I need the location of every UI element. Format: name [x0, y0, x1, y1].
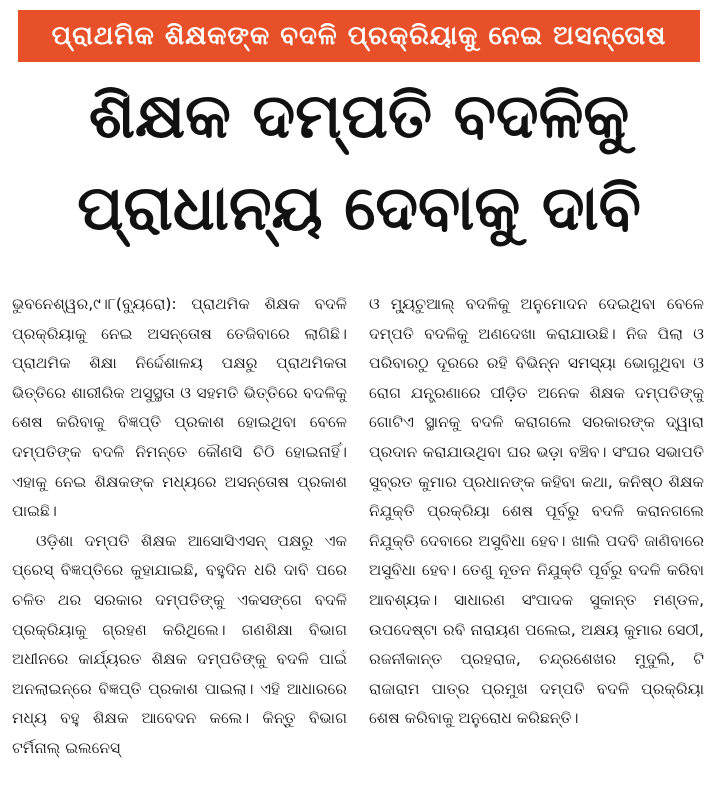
column-right [369, 290, 704, 796]
kicker-banner: ପ୍ରାଥମିକ ଶିକ୍ଷକଙ୍କ ବଦଳି ପ୍ରକ୍ରିୟାକୁ ନେଇ ଅସନ୍ତୋଷ [18, 10, 700, 62]
paragraph-2: ଓଡ଼ିଶା ଦମ୍ପତି ଶିକ୍ଷକ ଆସୋସିଏସନ୍ ପକ୍ଷରୁ ଏକ ପ୍ରେସ୍ ବିଜ୍ଞପ୍ତିରେ କୁହାଯାଇଛି, ବହୁଦିନ ଧରି ଦାବି ପରେ ଚଳିତ ଥର ସରକାର ଦମ୍ପତିଙ୍କୁ ଏକସଙ୍ଗେ ବଦଳି ପ୍ରକ୍ରିୟାକୁ ଗ୍ରହଣ କରିଥିଲେ। ଗଣଶିକ୍ଷା ବିଭାଗ ଅଧୀନରେ କାର୍ଯ୍ୟରତ ଶିକ୍ଷକ ଦମ୍ପତିଙ୍କୁ ବଦଳି ପାଇଁ ଅନଲାଇନ୍‌ରେ ବିଜ୍ଞପ୍ତି ପ୍ରକାଶ ପାଇଲା। ଏହି ଆଧାରରେ ମଧ୍ୟ ବହୁ ଶିକ୍ଷକ ଆବେଦନ କଲେ। କିନ୍ତୁ ବିଭାଗ ଟର୍ମିନାଲ୍ ଇଲନେସ୍ [12, 531, 347, 757]
headline-line-2: ପ୍ରାଧାନ୍ୟ ଦେବାକୁ ଦାବି [77, 171, 641, 244]
column-left [12, 290, 347, 796]
article-body [12, 290, 704, 796]
paragraph-1: ଭୁବନେଶ୍ୱର,୯।୮(ବ୍ୟୁରୋ): ପ୍ରାଥମିକ ଶିକ୍ଷକ ବଦଳି ପ୍ରକ୍ରିୟାକୁ ନେଇ ଅସନ୍ତୋଷ ତେଜିବାରେ ଲାଗିଛି। ପ୍ରାଥମିକ ଶିକ୍ଷା ନିର୍ଦ୍ଦେଶାଳୟ ପକ୍ଷରୁ ପ୍ରାଥମିକତା ଭିତ୍ତିରେ ଶାରୀରିକ ଅସୁସ୍ଥତା ଓ ସହମତି ଭିତ୍ତିରେ ବଦଳିକୁ ଶେଷ କରିବାକୁ ବିଜ୍ଞପ୍ତି ପ୍ରକାଶ ହୋଇଥିବା ବେଳେ ଦମ୍ପତିଙ୍କ ବଦଳି ନିମନ୍ତେ କୌଣସି ଚିଠି ହୋଇନାହିଁ। ଏହାକୁ ନେଇ ଶିକ୍ଷକଙ୍କ ମଧ୍ୟରେ ଅସନ୍ତୋଷ ପ୍ରକାଶ ପାଇଛି। [12, 295, 347, 521]
headline-line-1: ଶିକ୍ଷକ ଦମ୍ପତି ବଦଳିକୁ [88, 79, 630, 152]
headline [10, 70, 708, 254]
paragraph-3: ଓ ମ୍ୟୁଚୁଆଲ୍ ବଦଳିକୁ ଅନୁମୋଦନ ଦେଇଥିବା ବେଳେ ଦମ୍ପତି ବଦଳିକୁ ଅଣଦେଖା କରାଯାଉଛି। ନିଜ ପିଲା ଓ ପରିବାରଠୁ ଦୂରରେ ରହି ବିଭିନ୍ନ ସମସ୍ୟା ଭୋଗୁଥିବା ଓ ରୋଗ ଯନ୍ତ୍ରଣାରେ ପୀଡ଼ିତ ଅନେକ ଶିକ୍ଷକ ଦମ୍ପତିଙ୍କୁ ଗୋଟିଏ ସ୍ଥାନକୁ ବଦଳି କରାଗଲେ ସରକାରଙ୍କ ଦ୍ୱାରା ପ୍ରଦାନ କରାଯାଉଥିବା ଘର ଭଡ଼ା ବଞ୍ଚିବ। ସଂଘର ସଭାପତି ସୁବ୍ରତ କୁମାର ପ୍ରଧାନଙ୍କ କହିବା କଥା, କନିଷ୍ଠ ଶିକ୍ଷକ ନିଯୁକ୍ତି ପ୍ରକ୍ରିୟା ଶେଷ ପୂର୍ବରୁ ବଦଳି କରାନଗଲେ ନିଯୁକ୍ତି ଦେବାରେ ଅସୁବିଧା ହେବ। ଖାଲି ପଦବି ଜାଣିବାରେ ଅସୁବିଧା ହେବ। ତେଣୁ ନୂତନ ନିଯୁକ୍ତି ପୂର୍ବରୁ ବଦଳି କରିବା ଆବଶ୍ୟକ। ସାଧାରଣ ସଂପାଦକ ସୁକାନ୍ତ ମଣ୍ଡଳ, ଉପଦେଷ୍ଟା ରବି ନାରାୟଣ ପଲେଇ, ଅକ୍ଷୟ କୁମାର ସେଠୀ, ରଜନୀକାନ୍ତ ପ୍ରହରାଜ, ଚନ୍ଦ୍ରଶେଖର ମୁଦୁଲି, ଟି ରାଜାରାମ ପାତ୍ର ପ୍ରମୁଖ ଦମ୍ପତି ବଦଳି ପ୍ରକ୍ରିୟା ଶେଷ କରିବାକୁ ଅନୁରୋଧ କରିଛନ୍ତି। [369, 295, 704, 728]
